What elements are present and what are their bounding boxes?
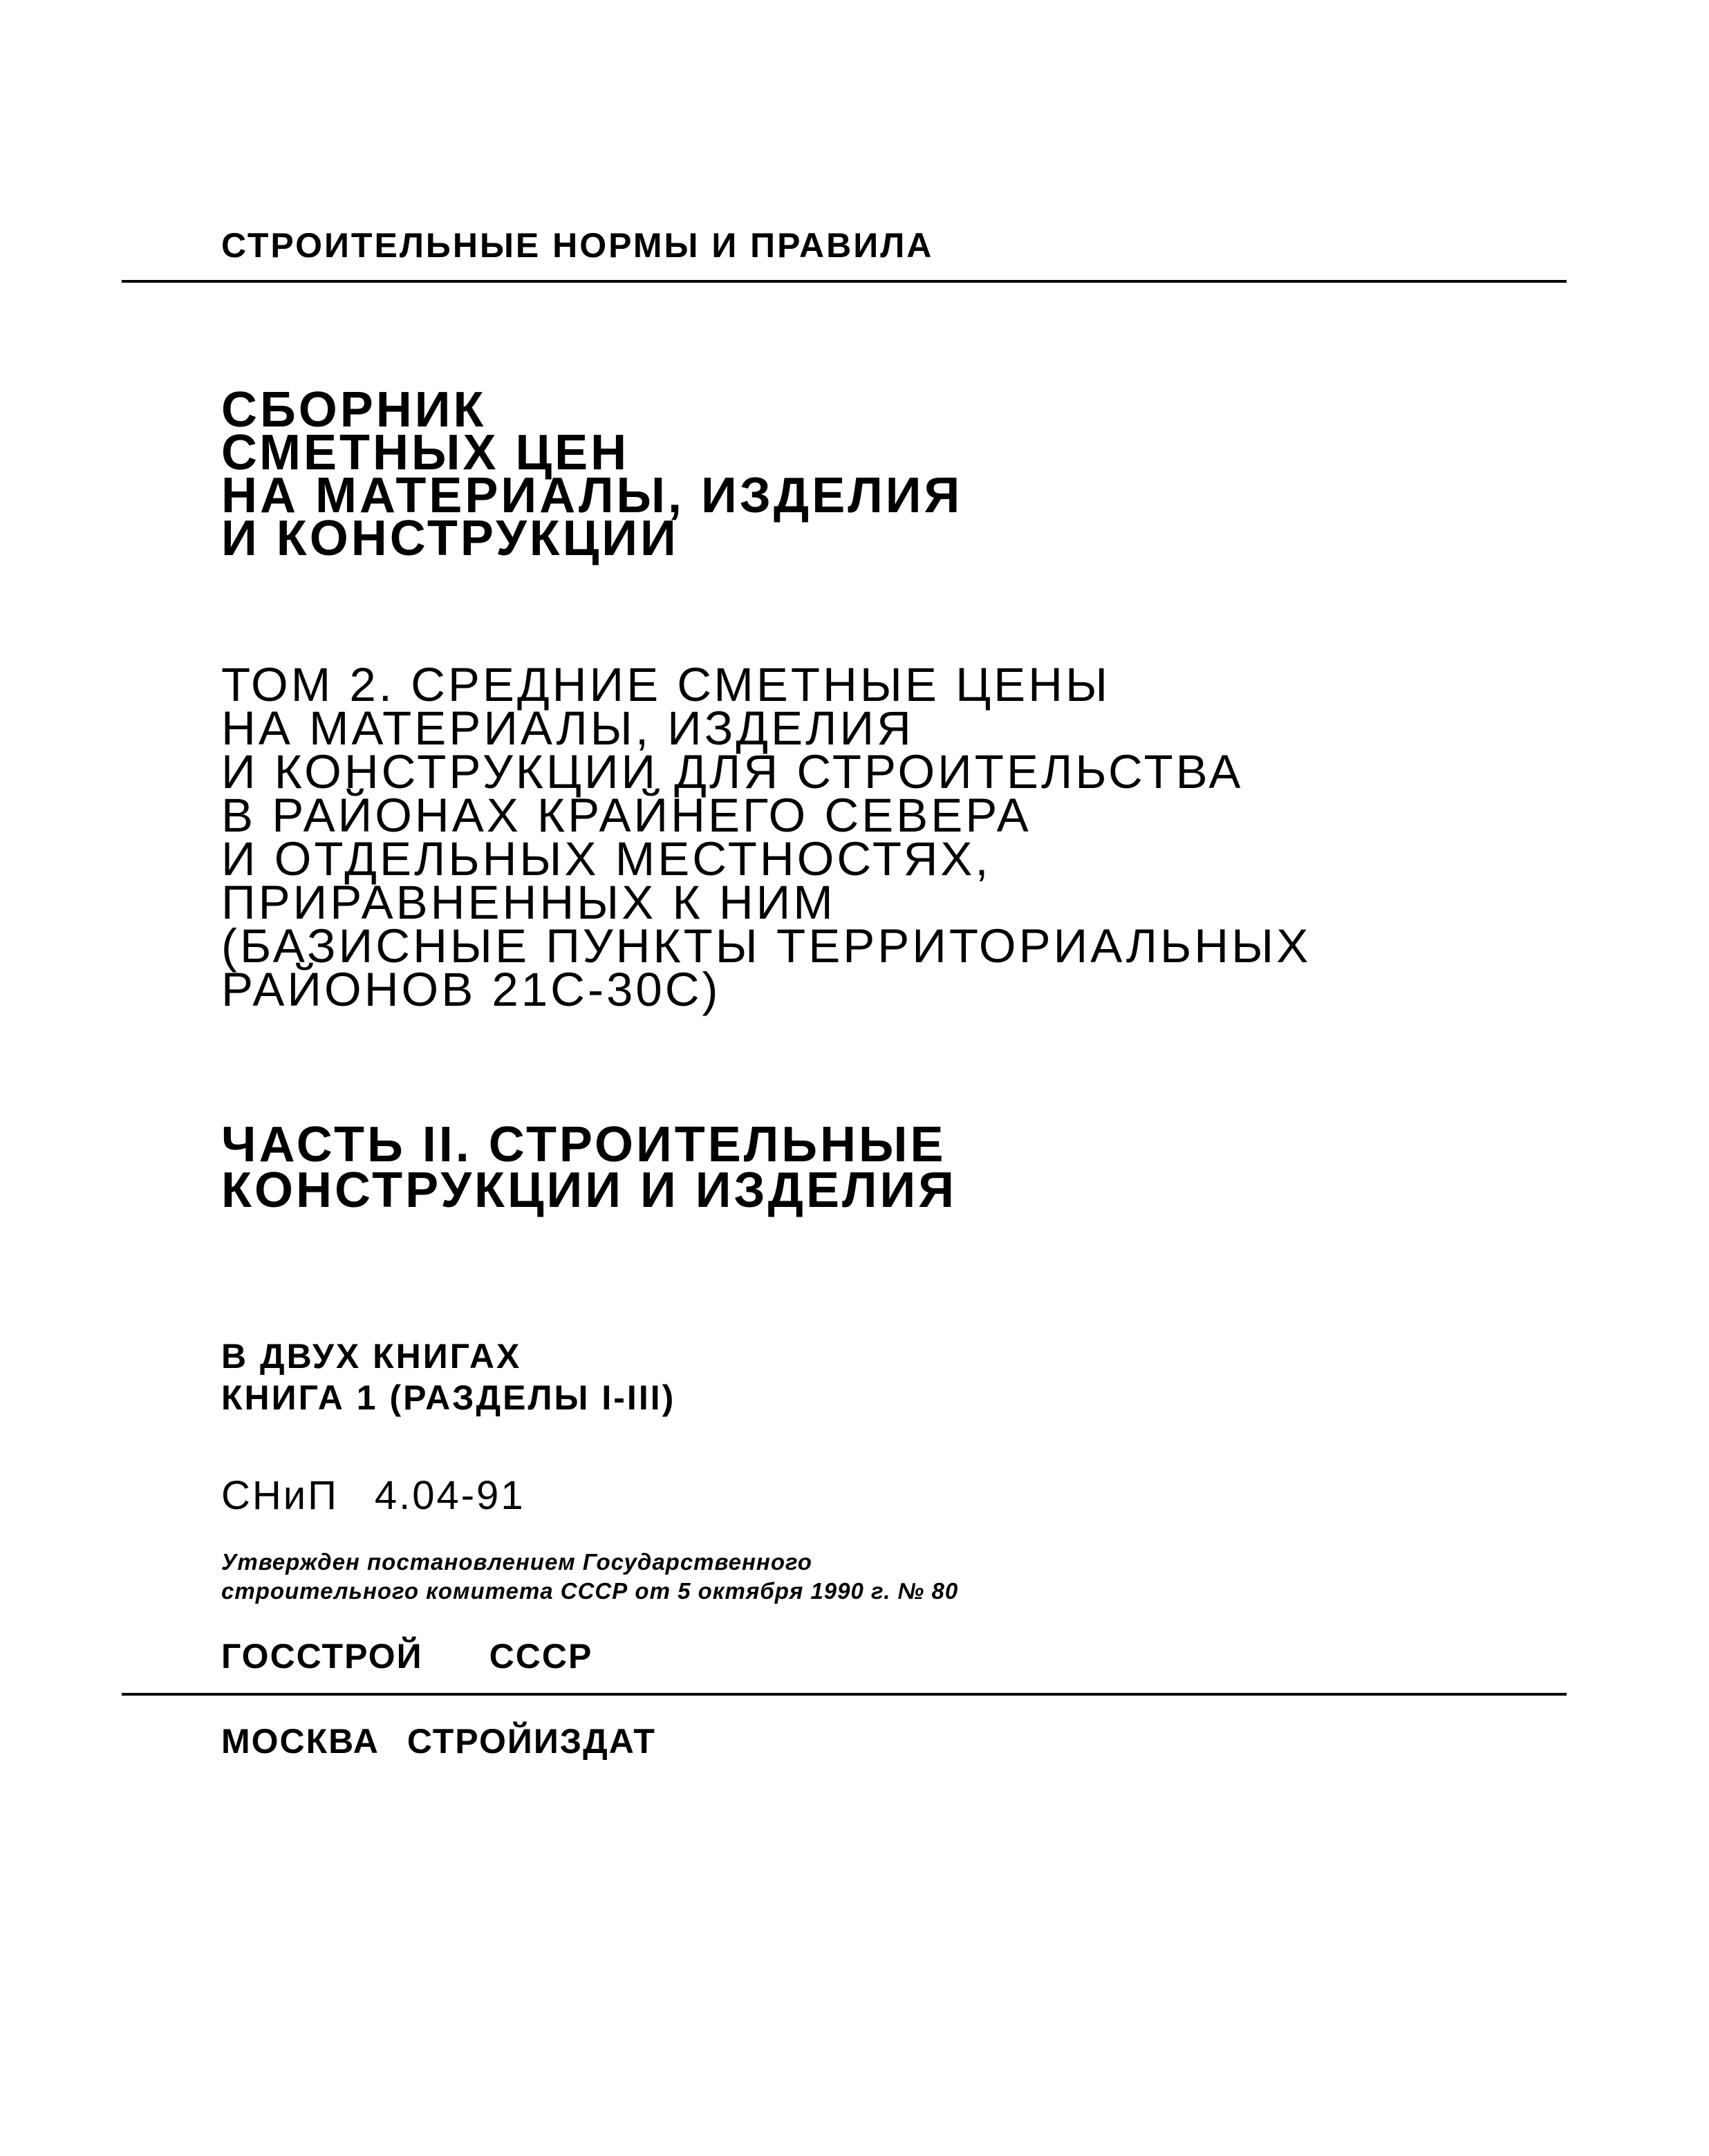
agency-name: ГОССТРОЙ [221,1637,423,1676]
books-line: КНИГА 1 (РАЗДЕЛЫ I-III) [221,1378,676,1417]
series-heading: СТРОИТЕЛЬНЫЕ НОРМЫ И ПРАВИЛА [221,226,934,265]
code-number: 4.04-91 [374,1473,525,1518]
approval-note [221,1548,958,1606]
approval-line: Утвержден постановлением Государственного [221,1549,812,1575]
volume-line: В РАЙОНАХ КРАЙНЕГО СЕВЕРА [221,789,1031,842]
volume-line: (БАЗИСНЫЕ ПУНКТЫ ТЕРРИТОРИАЛЬНЫХ [221,919,1311,973]
document-title [221,382,963,566]
code-prefix: СНиП [221,1473,339,1518]
title-line: СМЕТНЫХ ЦЕН [221,425,630,480]
volume-line: ТОМ 2. СРЕДНИЕ СМЕТНЫЕ ЦЕНЫ [221,658,1111,711]
volume-line: И КОНСТРУКЦИИ ДЛЯ СТРОИТЕЛЬСТВА [221,745,1244,798]
issuing-agency [221,1636,592,1676]
title-line: И КОНСТРУКЦИИ [221,511,679,566]
agency-country: СССР [489,1637,593,1676]
part-title [221,1117,957,1218]
bottom-divider [122,1693,1567,1696]
publisher-line [221,1721,656,1761]
title-line: НА МАТЕРИАЛЫ, ИЗДЕЛИЯ [221,468,963,523]
approval-line: строительного комитета СССР от 5 октября 1990 г. № 80 [221,1578,959,1604]
title-line: СБОРНИК [221,382,487,438]
top-divider [122,280,1567,283]
volume-line: РАЙОНОВ 21С-30С) [221,963,721,1016]
volume-line: ПРИРАВНЕННЫХ К НИМ [221,876,836,929]
document-code [221,1472,525,1519]
books-line: В ДВУХ КНИГАХ [221,1337,522,1376]
publisher-city: МОСКВА [221,1722,380,1761]
volume-title [221,658,1311,1016]
volume-line: НА МАТЕРИАЛЫ, ИЗДЕЛИЯ [221,702,914,755]
publisher-name: СТРОЙИЗДАТ [407,1722,656,1761]
part-line: КОНСТРУКЦИИ И ИЗДЕЛИЯ [221,1163,957,1218]
part-line: ЧАСТЬ II. СТРОИТЕЛЬНЫЕ [221,1117,946,1172]
books-info [221,1335,675,1418]
volume-line: И ОТДЕЛЬНЫХ МЕСТНОСТЯХ, [221,832,991,885]
